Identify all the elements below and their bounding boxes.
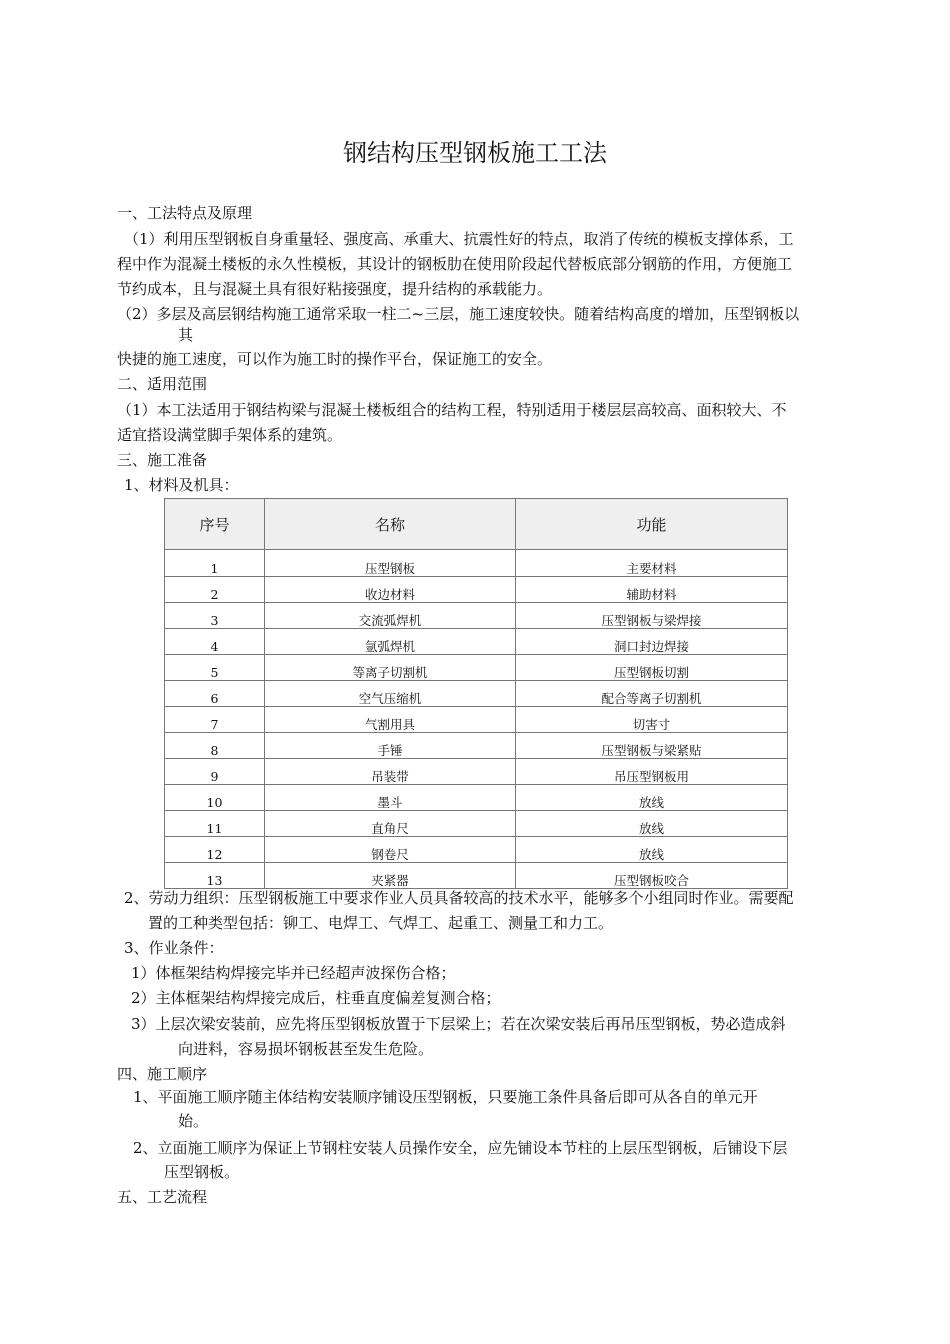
table-row — [165, 681, 788, 707]
index-cell: 7 — [165, 707, 265, 733]
name-cell: 等离子切割机 — [265, 655, 516, 681]
list-item: 1）体框架结构焊接完毕并已经超声波探伤合格； — [131, 964, 456, 982]
table-row — [165, 707, 788, 733]
index-cell: 11 — [165, 811, 265, 837]
name-cell: 收边材料 — [265, 577, 516, 603]
table-row — [165, 759, 788, 785]
table-body — [165, 550, 788, 889]
function-cell: 压型钢板咬合 — [516, 863, 788, 889]
name-cell: 空气压缩机 — [265, 681, 516, 707]
list-item: 1、平面施工顺序随主体结构安装顺序铺设压型钢板，只要施工条件具备后即可从各自的单元开 — [133, 1088, 758, 1106]
name-cell: 交流弧焊机 — [265, 603, 516, 629]
table-row — [165, 603, 788, 629]
index-cell: 12 — [165, 837, 265, 863]
name-cell: 吊装带 — [265, 759, 516, 785]
name-cell: 氩弧焊机 — [265, 629, 516, 655]
paragraph-line: （1）本工法适用于钢结构梁与混凝土楼板组合的结构工程，特别适用于楼层层高较高、面积较大、不 — [117, 401, 787, 419]
index-cell: 8 — [165, 733, 265, 759]
index-cell: 6 — [165, 681, 265, 707]
table-row — [165, 577, 788, 603]
section-1-heading: 一、工法特点及原理 — [117, 204, 253, 222]
function-cell: 辅助材料 — [516, 577, 788, 603]
list-item: 始。 — [178, 1112, 209, 1130]
section-2-heading: 二、适用范围 — [117, 375, 208, 393]
document-title: 钢结构压型钢板施工工法 — [343, 139, 607, 167]
index-cell: 13 — [165, 863, 265, 889]
name-cell: 直角尺 — [265, 811, 516, 837]
table-row — [165, 837, 788, 863]
table-header-row — [165, 499, 788, 550]
subsection-heading: 3、作业条件： — [124, 939, 224, 957]
materials-table — [164, 498, 788, 889]
index-cell: 3 — [165, 603, 265, 629]
function-cell: 主要材料 — [516, 556, 788, 577]
table-row — [165, 655, 788, 681]
section-4-heading: 四、施工顺序 — [117, 1065, 208, 1083]
name-cell: 墨斗 — [265, 785, 516, 811]
paragraph-line: （1）利用压型钢板自身重量轻、强度高、承重大、抗震性好的特点，取消了传统的模板支撑体系，工 — [124, 230, 794, 248]
function-cell: 放线 — [516, 837, 788, 863]
header-cell-name: 名称 — [265, 499, 516, 550]
table-row — [165, 629, 788, 655]
index-cell: 9 — [165, 759, 265, 785]
paragraph-line: 节约成本，且与混凝土具有很好粘接强度，提升结构的承载能力。 — [117, 280, 553, 298]
table-row — [165, 556, 788, 577]
function-cell: 洞口封边焊接 — [516, 629, 788, 655]
paragraph-line: 快捷的施工速度，可以作为施工时的操作平台，保证施工的安全。 — [117, 350, 553, 368]
paragraph-line: （2）多层及高层钢结构施工通常采取一柱二~三层，施工速度较快。随着结构高度的增加，压型钢板以 — [117, 305, 800, 323]
index-cell: 4 — [165, 629, 265, 655]
header-cell-function: 功能 — [516, 499, 788, 550]
function-cell: 放线 — [516, 811, 788, 837]
name-cell: 压型钢板 — [265, 556, 516, 577]
function-cell: 压型钢板切割 — [516, 655, 788, 681]
name-cell: 气割用具 — [265, 707, 516, 733]
table-row — [165, 811, 788, 837]
list-item: 压型钢板。 — [164, 1163, 240, 1181]
list-item: 2）主体框架结构焊接完成后，柱垂直度偏差复测合格； — [131, 989, 501, 1007]
table-row — [165, 785, 788, 811]
name-cell: 夹紧器 — [265, 863, 516, 889]
name-cell: 钢卷尺 — [265, 837, 516, 863]
function-cell: 放线 — [516, 785, 788, 811]
function-cell: 压型钢板与梁紧贴 — [516, 733, 788, 759]
index-cell: 1 — [165, 556, 265, 577]
function-cell: 配合等离子切割机 — [516, 681, 788, 707]
section-5-heading: 五、工艺流程 — [117, 1188, 208, 1206]
function-cell: 吊压型钢板用 — [516, 759, 788, 785]
paragraph-line: 2、劳动力组织：压型钢板施工中要求作业人员具备较高的技术水平，能够多个小组同时作业。需要配 — [124, 889, 794, 907]
index-cell: 10 — [165, 785, 265, 811]
subsection-heading: 1、材料及机具： — [124, 476, 239, 494]
list-item: 向进料，容易损坏钢板甚至发生危险。 — [178, 1040, 434, 1058]
paragraph-line: 置的工种类型包括：铆工、电焊工、气焊工、起重工、测量工和力工。 — [148, 914, 614, 932]
function-cell: 切害寸 — [516, 707, 788, 733]
table-row — [165, 733, 788, 759]
name-cell: 手锤 — [265, 733, 516, 759]
header-cell-index: 序号 — [165, 499, 265, 550]
function-cell: 压型钢板与梁焊接 — [516, 603, 788, 629]
index-cell: 2 — [165, 577, 265, 603]
paragraph-line: 其 — [178, 326, 194, 344]
section-3-heading: 三、施工准备 — [117, 451, 208, 469]
list-item: 3）上层次梁安装前，应先将压型钢板放置于下层梁上；若在次梁安装后再吊压型钢板，势必造成斜 — [131, 1015, 786, 1033]
paragraph-line: 适宜搭设满堂脚手架体系的建筑。 — [117, 426, 343, 444]
paragraph-line: 程中作为混凝土楼板的永久性模板，其设计的钢板肋在使用阶段起代替板底部分钢筋的作用，方便施工 — [117, 255, 793, 273]
table-row — [165, 863, 788, 889]
list-item: 2、立面施工顺序为保证上节钢柱安装人员操作安全，应先铺设本节柱的上层压型钢板，后铺设下层 — [133, 1139, 788, 1157]
index-cell: 5 — [165, 655, 265, 681]
